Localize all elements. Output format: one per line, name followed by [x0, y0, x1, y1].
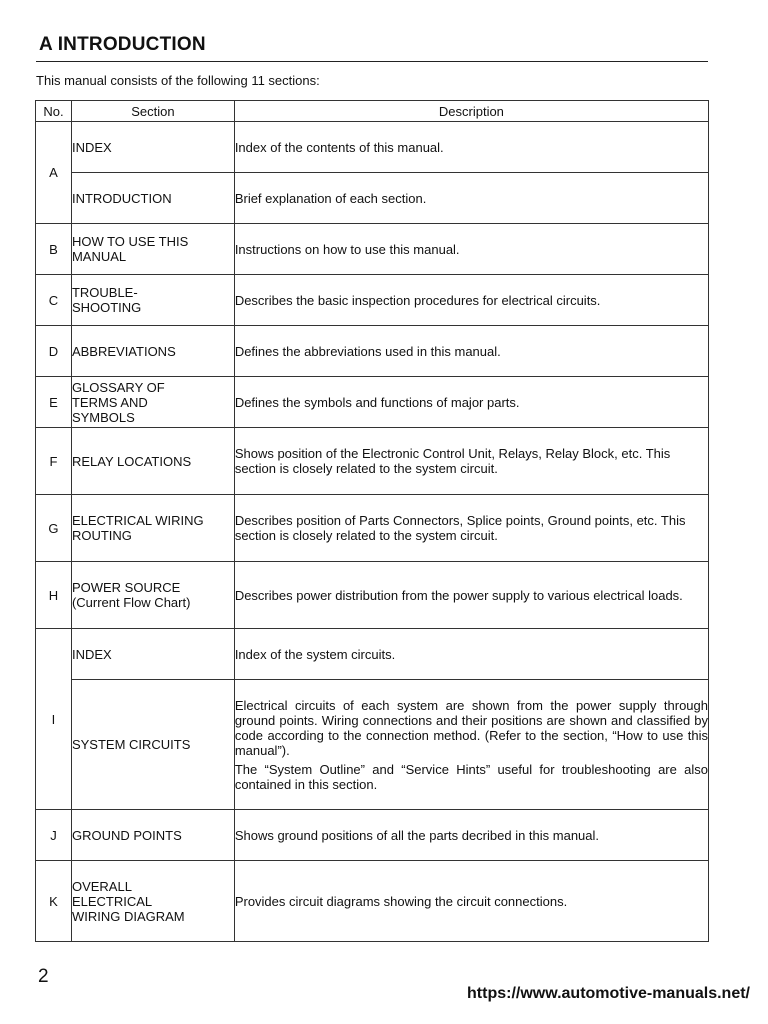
section-description-cell — [234, 428, 708, 495]
section-number: F — [36, 428, 72, 495]
section-description-cell — [234, 275, 708, 326]
section-name-cell — [71, 495, 234, 562]
section-name-cell — [71, 861, 234, 942]
section-description: Describes position of Parts Connectors, Splice points, Ground points, etc. This section is closely related to the system circuit. — [234, 513, 686, 543]
section-name-cell — [71, 326, 234, 377]
intro-text: This manual consists of the following 11 sections: — [36, 73, 320, 88]
section-number: E — [36, 377, 72, 428]
footer-url-link[interactable]: https://www.automotive-manuals.net/ — [467, 985, 750, 1002]
section-description: Brief explanation of each section. — [234, 190, 427, 206]
table-header-row — [36, 101, 709, 122]
table-row — [36, 629, 709, 680]
section-description-cell — [234, 326, 708, 377]
table-row — [36, 680, 709, 810]
section-name: SYSTEM CIRCUITS — [71, 737, 191, 752]
table-row — [36, 861, 709, 942]
section-description-cell — [234, 629, 708, 680]
section-description-cell — [234, 224, 708, 275]
section-name: HOW TO USE THIS MANUAL — [71, 234, 189, 264]
section-name: INTRODUCTION — [71, 190, 172, 206]
table-row — [36, 224, 709, 275]
section-description: Instructions on how to use this manual. — [234, 241, 460, 257]
section-name-cell — [71, 377, 234, 428]
section-name: INDEX — [71, 646, 112, 662]
section-description-cell — [234, 562, 708, 629]
page-number: 2 — [38, 966, 49, 987]
section-description: Describes the basic inspection procedures for electrical circuits. — [234, 292, 601, 308]
section-name-cell — [71, 562, 234, 629]
section-description: Describes power distribution from the power supply to various electrical loads. — [234, 587, 683, 603]
section-name: TROUBLE- SHOOTING — [71, 285, 142, 315]
section-name: GLOSSARY OF TERMS AND SYMBOLS — [71, 379, 165, 425]
section-description: The “System Outline” and “Service Hints” useful for troubleshooting are also contained in this section. — [234, 761, 708, 792]
section-name-cell — [71, 224, 234, 275]
section-description: Shows ground positions of all the parts decribed in this manual. — [234, 827, 600, 843]
table-row — [36, 377, 709, 428]
section-name-cell — [71, 122, 234, 173]
section-description-cell — [234, 495, 708, 562]
section-name: POWER SOURCE (Current Flow Chart) — [71, 580, 191, 610]
section-description: Provides circuit diagrams showing the circuit connections. — [234, 893, 568, 909]
header-section: Section — [71, 101, 234, 122]
section-number: A — [36, 122, 72, 224]
section-name-cell — [71, 428, 234, 495]
section-number: B — [36, 224, 72, 275]
section-number: I — [36, 629, 72, 810]
section-number: D — [36, 326, 72, 377]
section-number: H — [36, 562, 72, 629]
section-name-cell — [71, 810, 234, 861]
table-row — [36, 562, 709, 629]
table-row — [36, 810, 709, 861]
table-body — [36, 122, 709, 942]
section-description: Index of the contents of this manual. — [234, 139, 444, 155]
sections-table — [35, 100, 709, 942]
section-name: ELECTRICAL WIRING ROUTING — [71, 513, 204, 543]
heading-rule — [36, 61, 708, 62]
section-description-cell — [234, 810, 708, 861]
section-description: Defines the abbreviations used in this manual. — [234, 343, 501, 359]
section-description-cell — [234, 680, 708, 810]
table-row — [36, 428, 709, 495]
section-description: Index of the system circuits. — [234, 646, 396, 662]
section-description: Defines the symbols and functions of major parts. — [234, 394, 520, 410]
table-row — [36, 495, 709, 562]
section-description: Electrical circuits of each system are shown from the power supply through ground points. Wiring connections and their positions are shown and classified by code according to the connection method. (Refer to the section, “How to use this manual”). — [234, 697, 708, 758]
table-row — [36, 122, 709, 173]
section-name: INDEX — [71, 139, 112, 155]
table-row — [36, 275, 709, 326]
section-description-cell — [234, 173, 708, 224]
section-name: GROUND POINTS — [71, 827, 182, 843]
header-no: No. — [36, 101, 72, 122]
section-number: G — [36, 495, 72, 562]
section-description: Shows position of the Electronic Control Unit, Relays, Relay Block, etc. This section is closely related to the system circuit. — [234, 446, 671, 476]
section-number: C — [36, 275, 72, 326]
section-number: K — [36, 861, 72, 942]
section-name-cell — [71, 173, 234, 224]
header-description: Description — [234, 101, 708, 122]
section-description-cell — [234, 377, 708, 428]
section-name: OVERALL ELECTRICAL WIRING DIAGRAM — [71, 878, 185, 924]
section-description-cell — [234, 861, 708, 942]
section-name: RELAY LOCATIONS — [71, 453, 192, 469]
section-name-cell — [71, 629, 234, 680]
page-heading: A INTRODUCTION — [39, 34, 206, 55]
section-name-cell — [71, 275, 234, 326]
section-name: ABBREVIATIONS — [71, 343, 176, 359]
section-number: J — [36, 810, 72, 861]
section-name-cell — [71, 680, 234, 810]
table-row — [36, 173, 709, 224]
section-description-cell — [234, 122, 708, 173]
table-row — [36, 326, 709, 377]
